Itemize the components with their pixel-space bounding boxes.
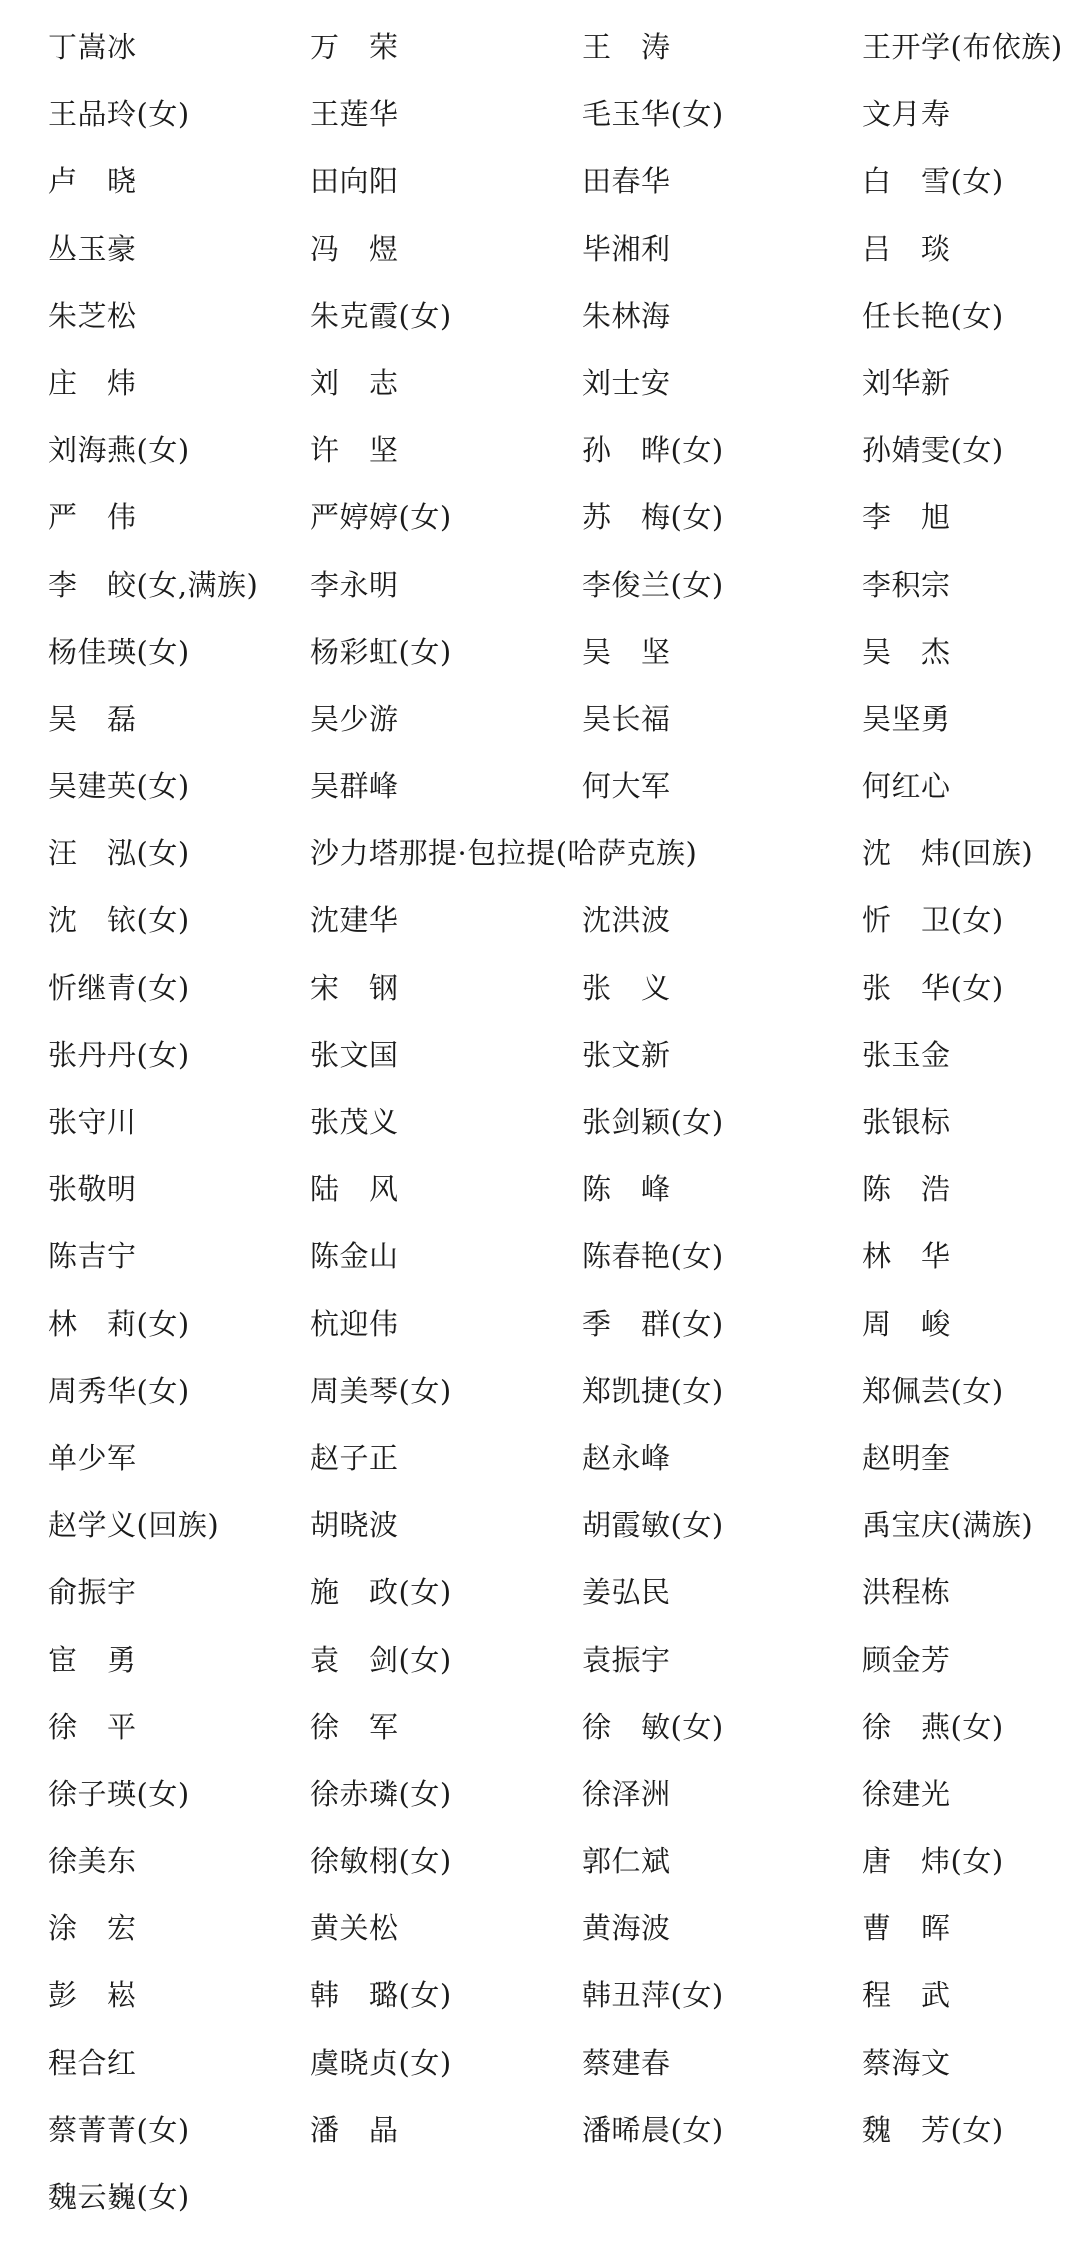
name-entry: 周秀华(女) [48,1373,190,1408]
name-entry: 吴少游 [310,701,399,736]
name-entry: 张剑颖(女) [582,1105,724,1139]
name-row [0,1295,1080,1362]
name-entry: 郑凯捷(女) [582,1373,724,1408]
name-entry: 何大军 [582,769,671,804]
name-entry: 刘 志 [310,365,399,400]
name-entry: 蔡建春 [582,2045,671,2080]
name-entry: 陈 峰 [582,1172,671,1207]
name-entry: 朱克霞(女) [310,298,452,333]
name-entry: 徐建光 [862,1776,951,1811]
name-row [0,354,1080,421]
name-entry: 王 涛 [582,30,671,64]
name-entry: 赵子正 [310,1440,399,1475]
name-entry: 单少军 [48,1440,137,1475]
name-entry: 徐 燕(女) [862,1709,1004,1744]
name-entry: 冯 煜 [310,231,399,266]
name-entry: 林 华 [862,1239,951,1274]
name-row [0,1160,1080,1227]
name-entry: 施 政(女) [310,1575,452,1610]
name-entry: 苏 梅(女) [582,500,724,535]
name-entry: 张 华(女) [862,970,1004,1005]
name-entry: 沈建华 [310,903,399,938]
name-entry: 李积宗 [862,567,951,602]
name-entry: 林 莉(女) [48,1306,190,1341]
name-row [0,152,1080,219]
name-entry: 李永明 [310,567,399,602]
name-row [0,1765,1080,1832]
name-row [0,824,1080,891]
name-row [0,220,1080,287]
name-row [0,1966,1080,2033]
name-entry: 张敬明 [48,1172,137,1207]
name-entry: 宋 钢 [310,970,399,1005]
name-entry: 任长艳(女) [862,298,1004,333]
name-entry: 吴 杰 [862,634,951,669]
name-row [0,1698,1080,1765]
name-row [0,690,1080,757]
name-entry: 沙力塔那提·包拉提(哈萨克族) [310,836,698,871]
name-entry: 杨彩虹(女) [310,634,452,669]
name-entry: 庄 炜 [48,365,137,400]
name-entry: 黄海波 [582,1911,671,1946]
name-entry: 郑佩芸(女) [862,1373,1004,1408]
name-entry: 严婷婷(女) [310,500,452,535]
name-entry: 何红心 [862,769,951,804]
name-entry: 朱芝松 [48,298,137,333]
name-row [0,1631,1080,1698]
name-row [0,959,1080,1026]
name-entry: 沈洪波 [582,903,671,938]
name-entry: 王品玲(女) [48,97,190,132]
name-row [0,2101,1080,2168]
name-row [0,1429,1080,1496]
name-entry: 吴 磊 [48,701,137,736]
name-entry: 蔡菁菁(女) [48,2112,190,2147]
name-entry: 蔡海文 [862,2045,951,2080]
name-row [0,556,1080,623]
name-entry: 李 皎(女,满族) [48,567,259,602]
name-entry: 俞振宇 [48,1575,137,1610]
name-entry: 文月寿 [862,97,951,132]
name-entry: 顾金芳 [862,1642,951,1677]
name-entry: 田春华 [582,164,671,199]
name-entry: 徐泽洲 [582,1776,671,1811]
name-entry: 沈 炜(回族) [862,836,1034,871]
name-entry: 张茂义 [310,1105,399,1139]
name-entry: 赵学义(回族) [48,1508,220,1543]
name-entry: 徐子瑛(女) [48,1776,190,1811]
name-entry: 禹宝庆(满族) [862,1508,1034,1543]
name-entry: 王开学(布依族) [862,30,1063,64]
name-entry: 许 坚 [310,433,399,468]
name-entry: 万 荣 [310,30,399,64]
name-row [0,623,1080,690]
name-entry: 徐 平 [48,1709,137,1744]
name-row [0,421,1080,488]
name-entry: 陈春艳(女) [582,1239,724,1274]
name-entry: 潘 晶 [310,2112,399,2147]
name-entry: 吴建英(女) [48,769,190,804]
name-entry: 杭迎伟 [310,1306,399,1341]
name-row [0,1227,1080,1294]
name-entry: 季 群(女) [582,1306,724,1341]
name-entry: 张银标 [862,1105,951,1139]
name-row [0,488,1080,555]
name-entry: 刘华新 [862,365,951,400]
name-row [0,2034,1080,2101]
name-row [0,1899,1080,1966]
name-entry: 韩丑萍(女) [582,1978,724,2013]
name-entry: 吴群峰 [310,769,399,804]
name-entry: 郭仁斌 [582,1844,671,1879]
name-entry: 严 伟 [48,500,137,535]
name-entry: 忻继青(女) [48,970,190,1005]
name-entry: 刘海燕(女) [48,433,190,468]
name-entry: 吕 琰 [862,231,951,266]
name-entry: 丛玉豪 [48,231,137,266]
name-entry: 彭 崧 [48,1978,137,2013]
name-row [0,1496,1080,1563]
name-entry: 张玉金 [862,1037,951,1072]
name-entry: 赵明奎 [862,1440,951,1475]
name-entry: 赵永峰 [582,1440,671,1475]
name-entry: 忻 卫(女) [862,903,1004,938]
name-entry: 卢 晓 [48,164,137,199]
name-row [0,18,1080,85]
name-entry: 潘晞晨(女) [582,2112,724,2147]
name-entry: 陈金山 [310,1239,399,1274]
name-entry: 张丹丹(女) [48,1037,190,1072]
name-entry: 张文国 [310,1037,399,1072]
name-entry: 杨佳瑛(女) [48,634,190,669]
name-entry: 李 旭 [862,500,951,535]
name-entry: 周美琴(女) [310,1373,452,1408]
name-entry: 陈吉宁 [48,1239,137,1274]
name-entry: 吴坚勇 [862,701,951,736]
name-entry: 陈 浩 [862,1172,951,1207]
name-entry: 袁 剑(女) [310,1642,452,1677]
name-entry: 田向阳 [310,164,399,199]
name-entry: 张文新 [582,1037,671,1072]
name-entry: 徐敏栩(女) [310,1844,452,1879]
name-entry: 魏 芳(女) [862,2112,1004,2147]
name-entry: 胡晓波 [310,1508,399,1543]
name-entry: 白 雪(女) [862,164,1004,199]
name-entry: 李俊兰(女) [582,567,724,602]
name-entry: 陆 风 [310,1172,399,1207]
name-entry: 孙婧雯(女) [862,433,1004,468]
name-entry: 张 义 [582,970,671,1005]
name-entry: 周 峻 [862,1306,951,1341]
name-entry: 朱林海 [582,298,671,333]
name-row [0,1563,1080,1630]
name-row [0,2168,1080,2235]
name-entry: 王莲华 [310,97,399,132]
name-list [0,18,1080,2235]
name-entry: 虞晓贞(女) [310,2045,452,2080]
name-entry: 毕湘利 [582,231,671,266]
name-entry: 程 武 [862,1978,951,2013]
name-row [0,757,1080,824]
name-entry: 程合红 [48,2045,137,2080]
name-entry: 沈 铱(女) [48,903,190,938]
name-entry: 姜弘民 [582,1575,671,1610]
name-entry: 魏云巍(女) [48,2180,190,2214]
name-entry: 徐赤璘(女) [310,1776,452,1811]
name-entry: 韩 璐(女) [310,1978,452,2013]
name-entry: 黄关松 [310,1911,399,1946]
name-entry: 毛玉华(女) [582,97,724,132]
name-entry: 汪 泓(女) [48,836,190,871]
name-row [0,1362,1080,1429]
name-entry: 丁嵩冰 [48,30,137,64]
name-entry: 徐 军 [310,1709,399,1744]
name-row [0,891,1080,958]
name-entry: 吴长福 [582,701,671,736]
name-entry: 刘士安 [582,365,671,400]
name-entry: 唐 炜(女) [862,1844,1004,1879]
name-entry: 袁振宇 [582,1642,671,1677]
name-row [0,85,1080,152]
name-entry: 徐美东 [48,1844,137,1879]
name-entry: 洪程栋 [862,1575,951,1610]
name-entry: 胡霞敏(女) [582,1508,724,1543]
name-entry: 吴 坚 [582,634,671,669]
name-row [0,1832,1080,1899]
name-entry: 徐 敏(女) [582,1709,724,1744]
name-entry: 孙 晔(女) [582,433,724,468]
name-row [0,287,1080,354]
name-row [0,1026,1080,1093]
name-row [0,1093,1080,1160]
name-entry: 宦 勇 [48,1642,137,1677]
name-entry: 涂 宏 [48,1911,137,1946]
name-entry: 张守川 [48,1105,137,1139]
name-entry: 曹 晖 [862,1911,951,1946]
